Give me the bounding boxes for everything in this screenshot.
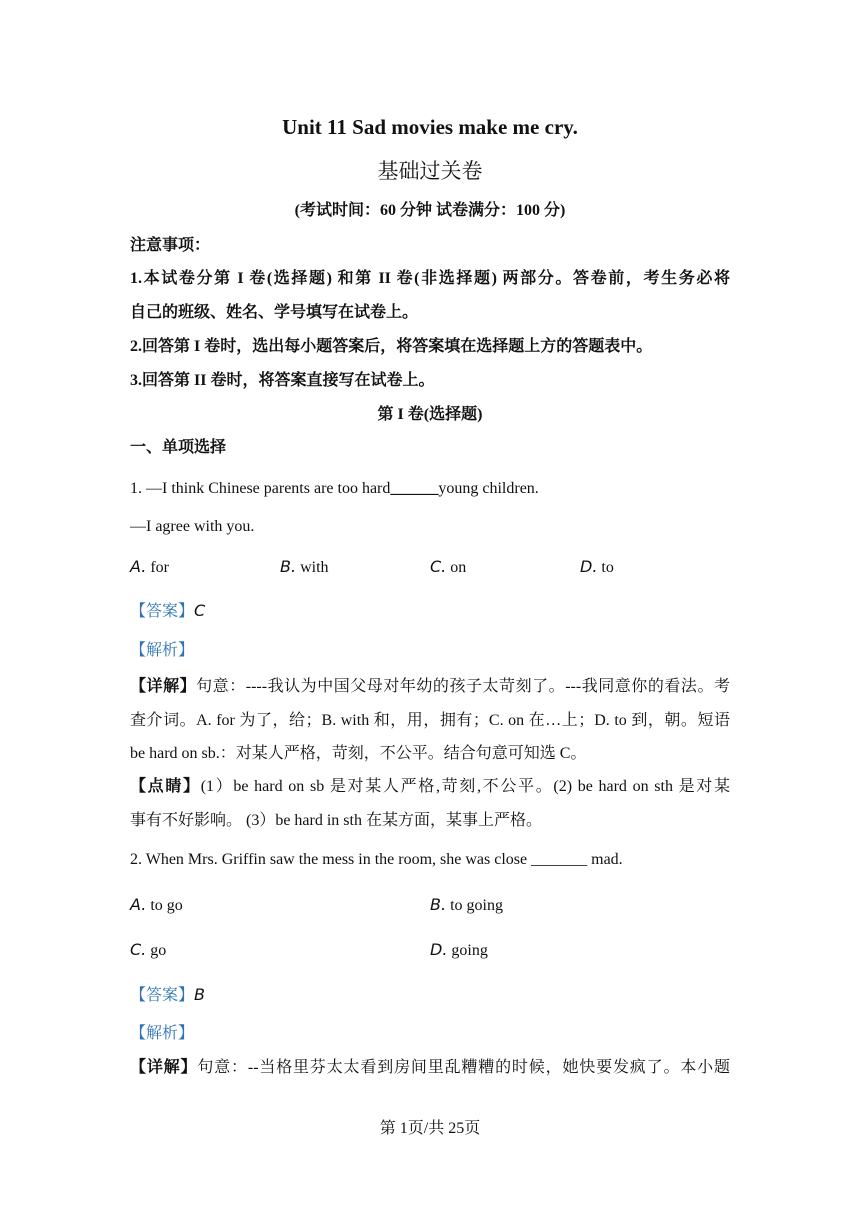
- option-text: go: [150, 942, 167, 959]
- question-2-detail-line-1: [130, 1057, 730, 1079]
- question-1-detail-line-2: 查介词。A. for 为了，给；B. with 和，用，拥有；C. on 在…上；D. to 到，朝。短语: [130, 712, 730, 729]
- question-1-tip-line-1: [130, 776, 730, 798]
- option-letter: C.: [130, 940, 147, 959]
- exam-info: (考试时间：60 分钟 试卷满分：100 分): [294, 202, 566, 219]
- detail-label: 【详解】: [130, 1059, 198, 1076]
- question-1-stem-prefix: 1. —I think Chinese parents are too hard: [130, 480, 391, 497]
- tip-label: 【点睛】: [130, 778, 201, 795]
- detail-text: 句意：--当格里芬太太看到房间里乱糟糟的时候，她快要发疯了。本小题: [197, 1059, 730, 1076]
- option-text: going: [451, 942, 488, 959]
- question-2-option-a: [130, 894, 183, 917]
- option-text: to go: [150, 897, 183, 914]
- option-letter: D.: [580, 557, 598, 576]
- question-1-option-b: [280, 556, 329, 579]
- section-title: 第 I 卷(选择题): [377, 406, 483, 423]
- detail-label: 【详解】: [130, 678, 197, 695]
- question-2-stem: 2. When Mrs. Griffin saw the mess in the room, she was close _______ mad.: [130, 851, 623, 868]
- document-title: Unit 11 Sad movies make me cry.: [282, 115, 578, 139]
- question-1-option-c: [430, 556, 466, 579]
- option-letter: A.: [130, 557, 147, 576]
- option-text: with: [300, 559, 329, 576]
- question-1-option-a: [130, 556, 169, 579]
- notes-heading: 注意事项：: [130, 237, 211, 254]
- option-text: for: [150, 559, 169, 576]
- question-1-analysis-label: 【解析】: [130, 642, 195, 659]
- page-number: 第 1页/共 25页: [379, 1120, 481, 1137]
- option-letter: D.: [430, 940, 448, 959]
- question-1-detail-line-3: be hard on sb.：对某人严格，苛刻，不公平。结合句意可知选 C。: [130, 745, 587, 762]
- option-letter: A.: [130, 895, 147, 914]
- question-1-detail-line-1: [130, 676, 730, 698]
- part-title: 一、单项选择: [130, 439, 227, 456]
- answer-value: C: [194, 601, 206, 620]
- question-1-stem-suffix: young children.: [438, 480, 539, 497]
- notes-line-3: 2.回答第 I 卷时，选出每小题答案后，将答案填在选择题上方的答题表中。: [130, 338, 653, 355]
- question-2-option-c: [130, 939, 166, 962]
- notes-line-2: 自己的班级、姓名、学号填写在试卷上。: [130, 304, 419, 321]
- question-1-blank: ______: [390, 480, 439, 497]
- option-letter: C.: [430, 557, 447, 576]
- answer-label: 【答案】: [130, 603, 195, 620]
- detail-text: 句意：----我认为中国父母对年幼的孩子太苛刻了。---我同意你的看法。考: [196, 678, 730, 695]
- option-text: on: [450, 559, 467, 576]
- question-2-option-b: [430, 894, 503, 917]
- option-letter: B.: [280, 557, 297, 576]
- question-1-stem: [130, 478, 539, 500]
- question-2-analysis-label: 【解析】: [130, 1025, 195, 1042]
- question-1-answer: [130, 600, 205, 623]
- answer-value: B: [194, 985, 205, 1004]
- question-2-answer: [130, 984, 205, 1007]
- notes-line-1: 1.本试卷分第 I 卷(选择题) 和第 II 卷(非选择题) 两部分。答卷前，考生务必将: [130, 270, 730, 287]
- option-letter: B.: [430, 895, 447, 914]
- question-1-option-d: [580, 556, 614, 579]
- option-text: to: [601, 559, 614, 576]
- question-2-option-d: [430, 939, 488, 962]
- tip-text: (1）be hard on sb 是对某人严格,苛刻,不公平。(2) be hard on sth 是对某: [200, 778, 730, 795]
- question-1-reply: —I agree with you.: [130, 518, 255, 535]
- document-subtitle: 基础过关卷: [377, 159, 483, 183]
- option-text: to going: [450, 897, 503, 914]
- notes-line-4: 3.回答第 II 卷时，将答案直接写在试卷上。: [130, 372, 435, 389]
- answer-label: 【答案】: [130, 987, 195, 1004]
- question-1-tip-line-2: 事有不好影响。 (3）be hard in sth 在某方面，某事上严格。: [130, 812, 542, 829]
